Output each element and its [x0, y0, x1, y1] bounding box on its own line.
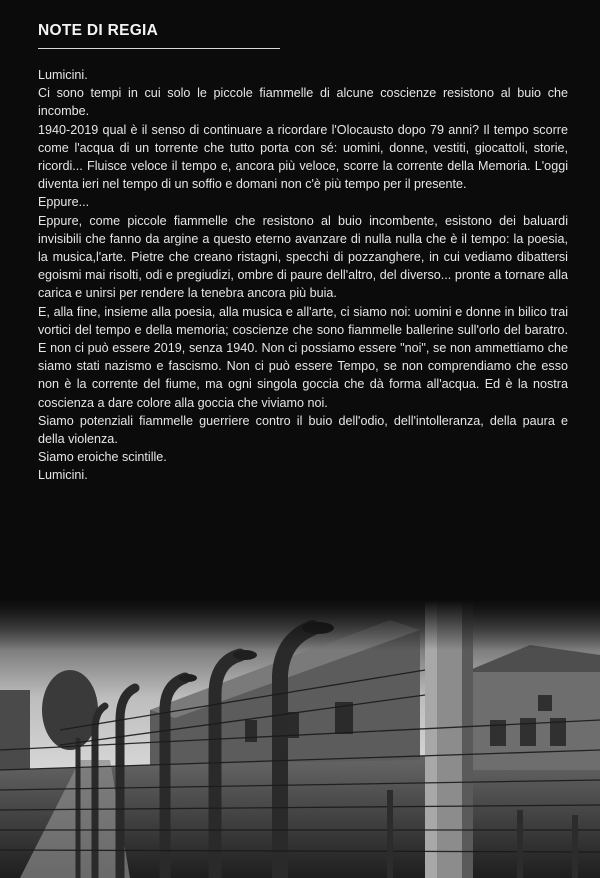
- paragraph: Eppure, come piccole fiammelle che resistono al buio incombente, esistono dei baluardi invisibili che fanno da argine a questo eterno avanzare di nulla nulla che è il tempo: la poesia, la musica,l'arte. Pietre che creano ristagni, specchi di pozzanghere, in cui vediamo dibattersi egoismi mai risolti, odi e pregiudizi, ombre di paure dell'altro, del diverso... pronte a tornare alla carica e unirsi per rendere la tenebra ancora più buia.: [38, 213, 568, 301]
- paragraph: Eppure...: [38, 195, 90, 210]
- camp-photo: [0, 600, 600, 878]
- body-text: [38, 66, 568, 485]
- barbed-wire-camp-illustration: [0, 600, 600, 878]
- paragraph: Lumicini.: [38, 468, 88, 483]
- paragraph: E, alla fine, insieme alla poesia, alla musica e all'arte, ci siamo noi: uomini e donne in bilico trai vortici del tempo e della memoria; coscienze che sono fiammelle ballerine sull'orlo del baratro. E non ci può essere 2019, senza 1940. Non ci possiamo essere "noi", se non ammettiamo che siamo stati nazismo e fascismo. Non ci può essere Tempo, se non comprendiamo che esso non è la corrente del fiume, ma ogni singola goccia che dà forma all'acqua. Ed è la nostra coscienza a dare colore alla goccia che viviamo noi.: [38, 304, 568, 410]
- section-heading: NOTE DI REGIA: [38, 22, 159, 39]
- paragraph: Ci sono tempi in cui solo le piccole fiammelle di alcune coscienze resistono al buio che incombe.: [38, 86, 568, 119]
- paragraph: Siamo eroiche scintille.: [38, 450, 167, 465]
- paragraph: Lumicini.: [38, 68, 88, 82]
- paragraph: Siamo potenziali fiammelle guerriere contro il buio dell'odio, dell'intolleranza, della paura e della violenza.: [38, 413, 568, 447]
- heading-underline: [38, 48, 280, 49]
- paragraph: 1940-2019 qual è il senso di continuare a ricordare l'Olocausto dopo 79 anni? Il tempo scorre come l'acqua di un torrente che tutto porta con sé: uomini, donne, vestiti, giocattoli, storie, ricordi... Fluisce veloce il tempo e, ancora più veloce, scorre la corrente della Memoria. L'oggi diventa ieri nel tempo di un soffio e domani non c'è più tempo per il presente.: [38, 122, 568, 192]
